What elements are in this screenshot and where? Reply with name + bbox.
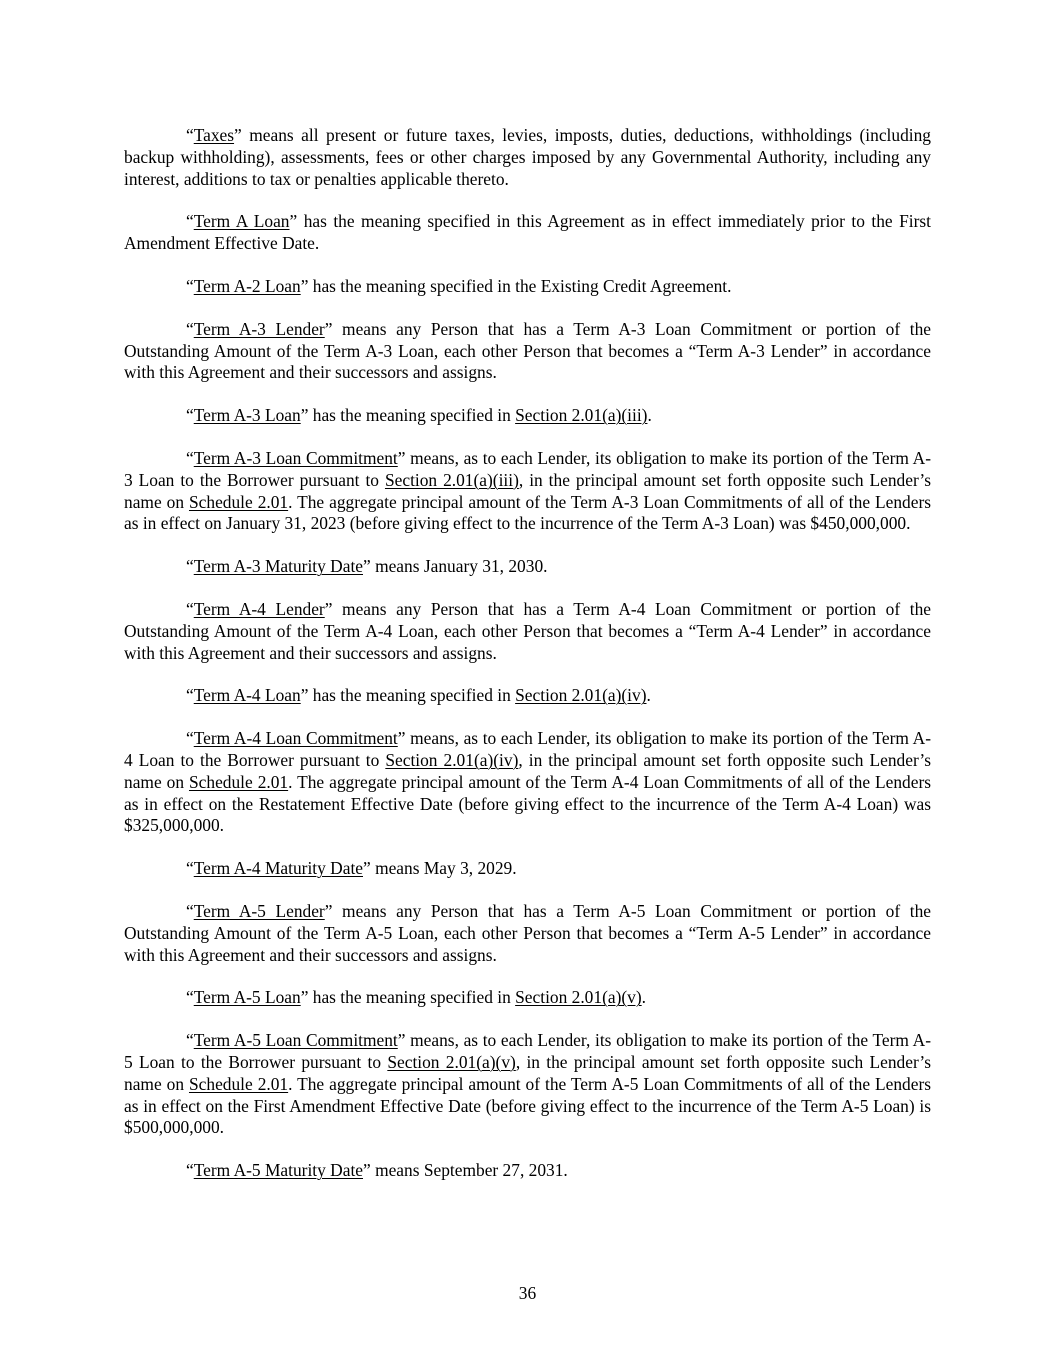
definition-text: . xyxy=(646,685,651,706)
cross-reference: Section 2.01(a)(iv) xyxy=(515,685,647,706)
definition-term-a-4-maturity-date xyxy=(124,858,931,880)
definition-text: “ xyxy=(186,447,194,468)
definition-text: . The aggregate principal amount of the Term A-5 Loan Commitments of all of the Lenders as in effect on the First Amendment Effective Date (before giving effect to the incurrence of the Term A-5 Loan) is $500,000,000. xyxy=(124,1073,932,1138)
defined-term: Term A-3 Loan xyxy=(193,405,301,426)
definition-text: ” has the meaning specified in xyxy=(300,405,516,426)
definition-term-a-4-loan-commitment xyxy=(124,728,931,837)
definition-term-a-3-maturity-date xyxy=(124,556,931,578)
definition-text: , in the principal amount set forth opposite such Lender’s name on xyxy=(124,469,931,512)
definition-text: ” has the meaning specified in the Existing Credit Agreement. xyxy=(300,275,732,296)
definition-text: ” means any Person that has a Term A-5 Loan Commitment or portion of the Outstanding Amount of the Term A-5 Loan, each other Person that becomes a “Term A-5 Lender” in accordance with this Agreement and their successors and assigns. xyxy=(124,900,932,965)
defined-term: Term A-3 Lender xyxy=(193,318,325,339)
definition-text: “ xyxy=(186,900,194,921)
defined-term: Term A-3 Maturity Date xyxy=(193,556,363,577)
definition-text: ” means September 27, 2031. xyxy=(363,1160,568,1181)
definition-text: , in the principal amount set forth opposite such Lender’s name on xyxy=(124,749,931,792)
definition-text: ” has the meaning specified in xyxy=(300,987,516,1008)
definition-taxes xyxy=(124,125,931,190)
defined-term: Term A Loan xyxy=(193,211,290,232)
definition-text: ” means all present or future taxes, levies, imposts, duties, deductions, withholdings (including backup withholding), assessments, fees or other charges imposed by any Governmental Authority, including any interest, additions to tax or penalties applicable thereto. xyxy=(124,125,931,189)
definition-term-a-loan xyxy=(124,211,931,255)
definition-text: “ xyxy=(186,598,194,619)
definition-term-a-2-loan xyxy=(124,276,931,298)
defined-term: Term A-5 Maturity Date xyxy=(193,1160,363,1181)
defined-term: Term A-2 Loan xyxy=(193,275,301,296)
definition-term-a-5-lender xyxy=(124,901,931,966)
definition-term-a-5-loan-commitment xyxy=(124,1030,931,1139)
defined-term: Term A-5 Lender xyxy=(193,900,325,921)
defined-term: Term A-4 Lender xyxy=(193,598,325,619)
definition-text: . xyxy=(647,405,652,426)
defined-term: Term A-3 Loan Commitment xyxy=(193,447,398,468)
definition-term-a-5-maturity-date xyxy=(124,1160,931,1182)
cross-reference: Schedule 2.01 xyxy=(188,1073,289,1094)
definition-text: . The aggregate principal amount of the Term A-4 Loan Commitments of all of the Lenders as in effect on the Restatement Effective Date (before giving effect to the incurrence of the Term A-4 Loan) was $325,000,000. xyxy=(124,771,932,836)
definition-term-a-3-lender xyxy=(124,319,931,384)
definition-text: ” means January 31, 2030. xyxy=(363,556,548,577)
definition-text: ” means any Person that has a Term A-4 Loan Commitment or portion of the Outstanding Amount of the Term A-4 Loan, each other Person that becomes a “Term A-4 Lender” in accordance with this Agreement and their successors and assigns. xyxy=(124,598,932,663)
page-number: 36 xyxy=(518,1283,537,1303)
definition-text: , in the principal amount set forth opposite such Lender’s name on xyxy=(124,1051,931,1094)
definition-text: “ xyxy=(186,405,194,426)
definition-text: . xyxy=(641,987,647,1008)
cross-reference: Section 2.01(a)(v) xyxy=(515,987,642,1008)
cross-reference: Section 2.01(a)(v) xyxy=(387,1051,516,1072)
definition-term-a-5-loan xyxy=(124,987,931,1009)
cross-reference: Schedule 2.01 xyxy=(188,771,289,792)
definition-text: ” has the meaning specified in this Agreement as in effect immediately prior to the First Amendment Effective Date. xyxy=(124,211,931,254)
definition-text: “ xyxy=(186,211,194,232)
definition-text: ” means, as to each Lender, its obligation to make its portion of the Term A-5 Loan to the Borrower pursuant to xyxy=(124,1030,931,1072)
definition-text: “ xyxy=(186,318,194,339)
definition-text: “ xyxy=(186,556,194,577)
cross-reference: Section 2.01(a)(iii) xyxy=(384,469,519,490)
cross-reference: Section 2.01(a)(iii) xyxy=(515,405,648,426)
definition-term-a-3-loan-commitment xyxy=(124,448,931,535)
definition-text: “ xyxy=(186,275,194,296)
defined-term: Term A-5 Loan xyxy=(193,987,301,1008)
defined-term: Term A-4 Loan Commitment xyxy=(193,728,398,749)
definition-text: . The aggregate principal amount of the Term A-3 Loan Commitments of all of the Lenders as in effect on January 31, 2023 (before giving effect to the incurrence of the Term A-3 Loan) was $450,000,000. xyxy=(124,491,932,534)
definition-term-a-4-lender xyxy=(124,599,931,664)
defined-term: Term A-5 Loan Commitment xyxy=(193,1030,398,1051)
definition-text: “ xyxy=(186,1160,194,1181)
definition-text: “ xyxy=(186,1030,194,1051)
cross-reference: Section 2.01(a)(iv) xyxy=(385,749,519,770)
defined-term: Term A-4 Loan xyxy=(193,685,301,706)
definition-text: “ xyxy=(186,728,194,749)
definition-text: “ xyxy=(186,685,194,706)
defined-term: Taxes xyxy=(193,125,235,145)
definition-text: ” means any Person that has a Term A-3 Loan Commitment or portion of the Outstanding Amount of the Term A-3 Loan, each other Person that becomes a “Term A-3 Lender” in accordance with this Agreement and their successors and assigns. xyxy=(124,318,932,383)
definition-term-a-3-loan xyxy=(124,405,931,427)
definition-term-a-4-loan xyxy=(124,685,931,707)
definition-text: ” has the meaning specified in xyxy=(300,685,516,706)
defined-term: Term A-4 Maturity Date xyxy=(193,858,363,879)
definition-text: “ xyxy=(186,858,194,879)
definition-text: ” means, as to each Lender, its obligation to make its portion of the Term A-4 Loan to the Borrower pursuant to xyxy=(124,728,931,770)
definition-text: ” means May 3, 2029. xyxy=(363,858,517,879)
definition-text: ” means, as to each Lender, its obligation to make its portion of the Term A-3 Loan to the Borrower pursuant to xyxy=(124,447,931,490)
definition-text: “ xyxy=(186,125,194,145)
cross-reference: Schedule 2.01 xyxy=(188,491,289,512)
document-body xyxy=(124,125,931,1203)
definition-text: “ xyxy=(186,987,194,1008)
